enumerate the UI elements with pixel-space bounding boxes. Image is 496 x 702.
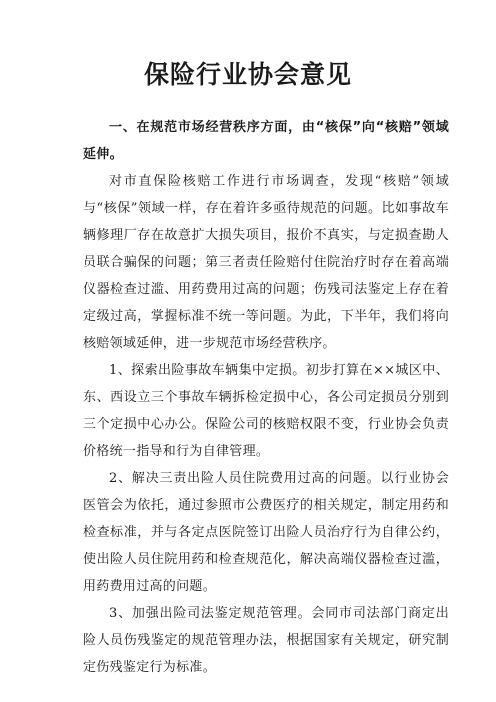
- body-paragraph-item-1: 1、探索出险事故车辆集中定损。初步打算在××城区中、东、西设立三个事故车辆拆检定损中心，各公司定损员分别到三个定损中心办公。保险公司的核赔权限不变，行业协会负责价格统一指导和行为自律管理。: [83, 363, 449, 459]
- body-paragraph-item-3: 3、加强出险司法鉴定规范管理。会同市司法部门商定出险人员伤残鉴定的规范管理办法，根据国家有关规定，研究制定伤残鉴定行为标准。: [83, 606, 449, 675]
- document-title: 保险行业协会意见: [143, 60, 352, 89]
- body-paragraph-item-2: 2、解决三责出险人员住院费用过高的问题。以行业协会医管会为依托，通过参照市公费医疗的相关规定，制定用药和检查标准，并与各定点医院签订出险人员治疗行为自律公约，使出险人员住院用药和检查规范化，解决高端仪器检查过滥，用药费用过高的问题。: [83, 471, 449, 594]
- section-heading: 一、在规范市场经营秩序方面，由“核保”向“核赔”领域延伸。: [83, 120, 449, 162]
- body-paragraph-intro: 对市直保险核赔工作进行市场调查，发现“核赔”领域与“核保”领域一样，存在着许多亟待规范的问题。比如事故车辆修理厂存在故意扩大损失项目，报价不真实，与定损查勘人员联合骗保的问题；第三者责任险赔付住院治疗时存在着高端仪器检查过滥、用药费用过高的问题；伤残司法鉴定上存在着定级过高，掌握标准不统一等问题。为此，下半年，我们将向核赔领域延伸，进一步规范市场经营秩序。: [83, 174, 449, 351]
- document-body: [83, 114, 449, 681]
